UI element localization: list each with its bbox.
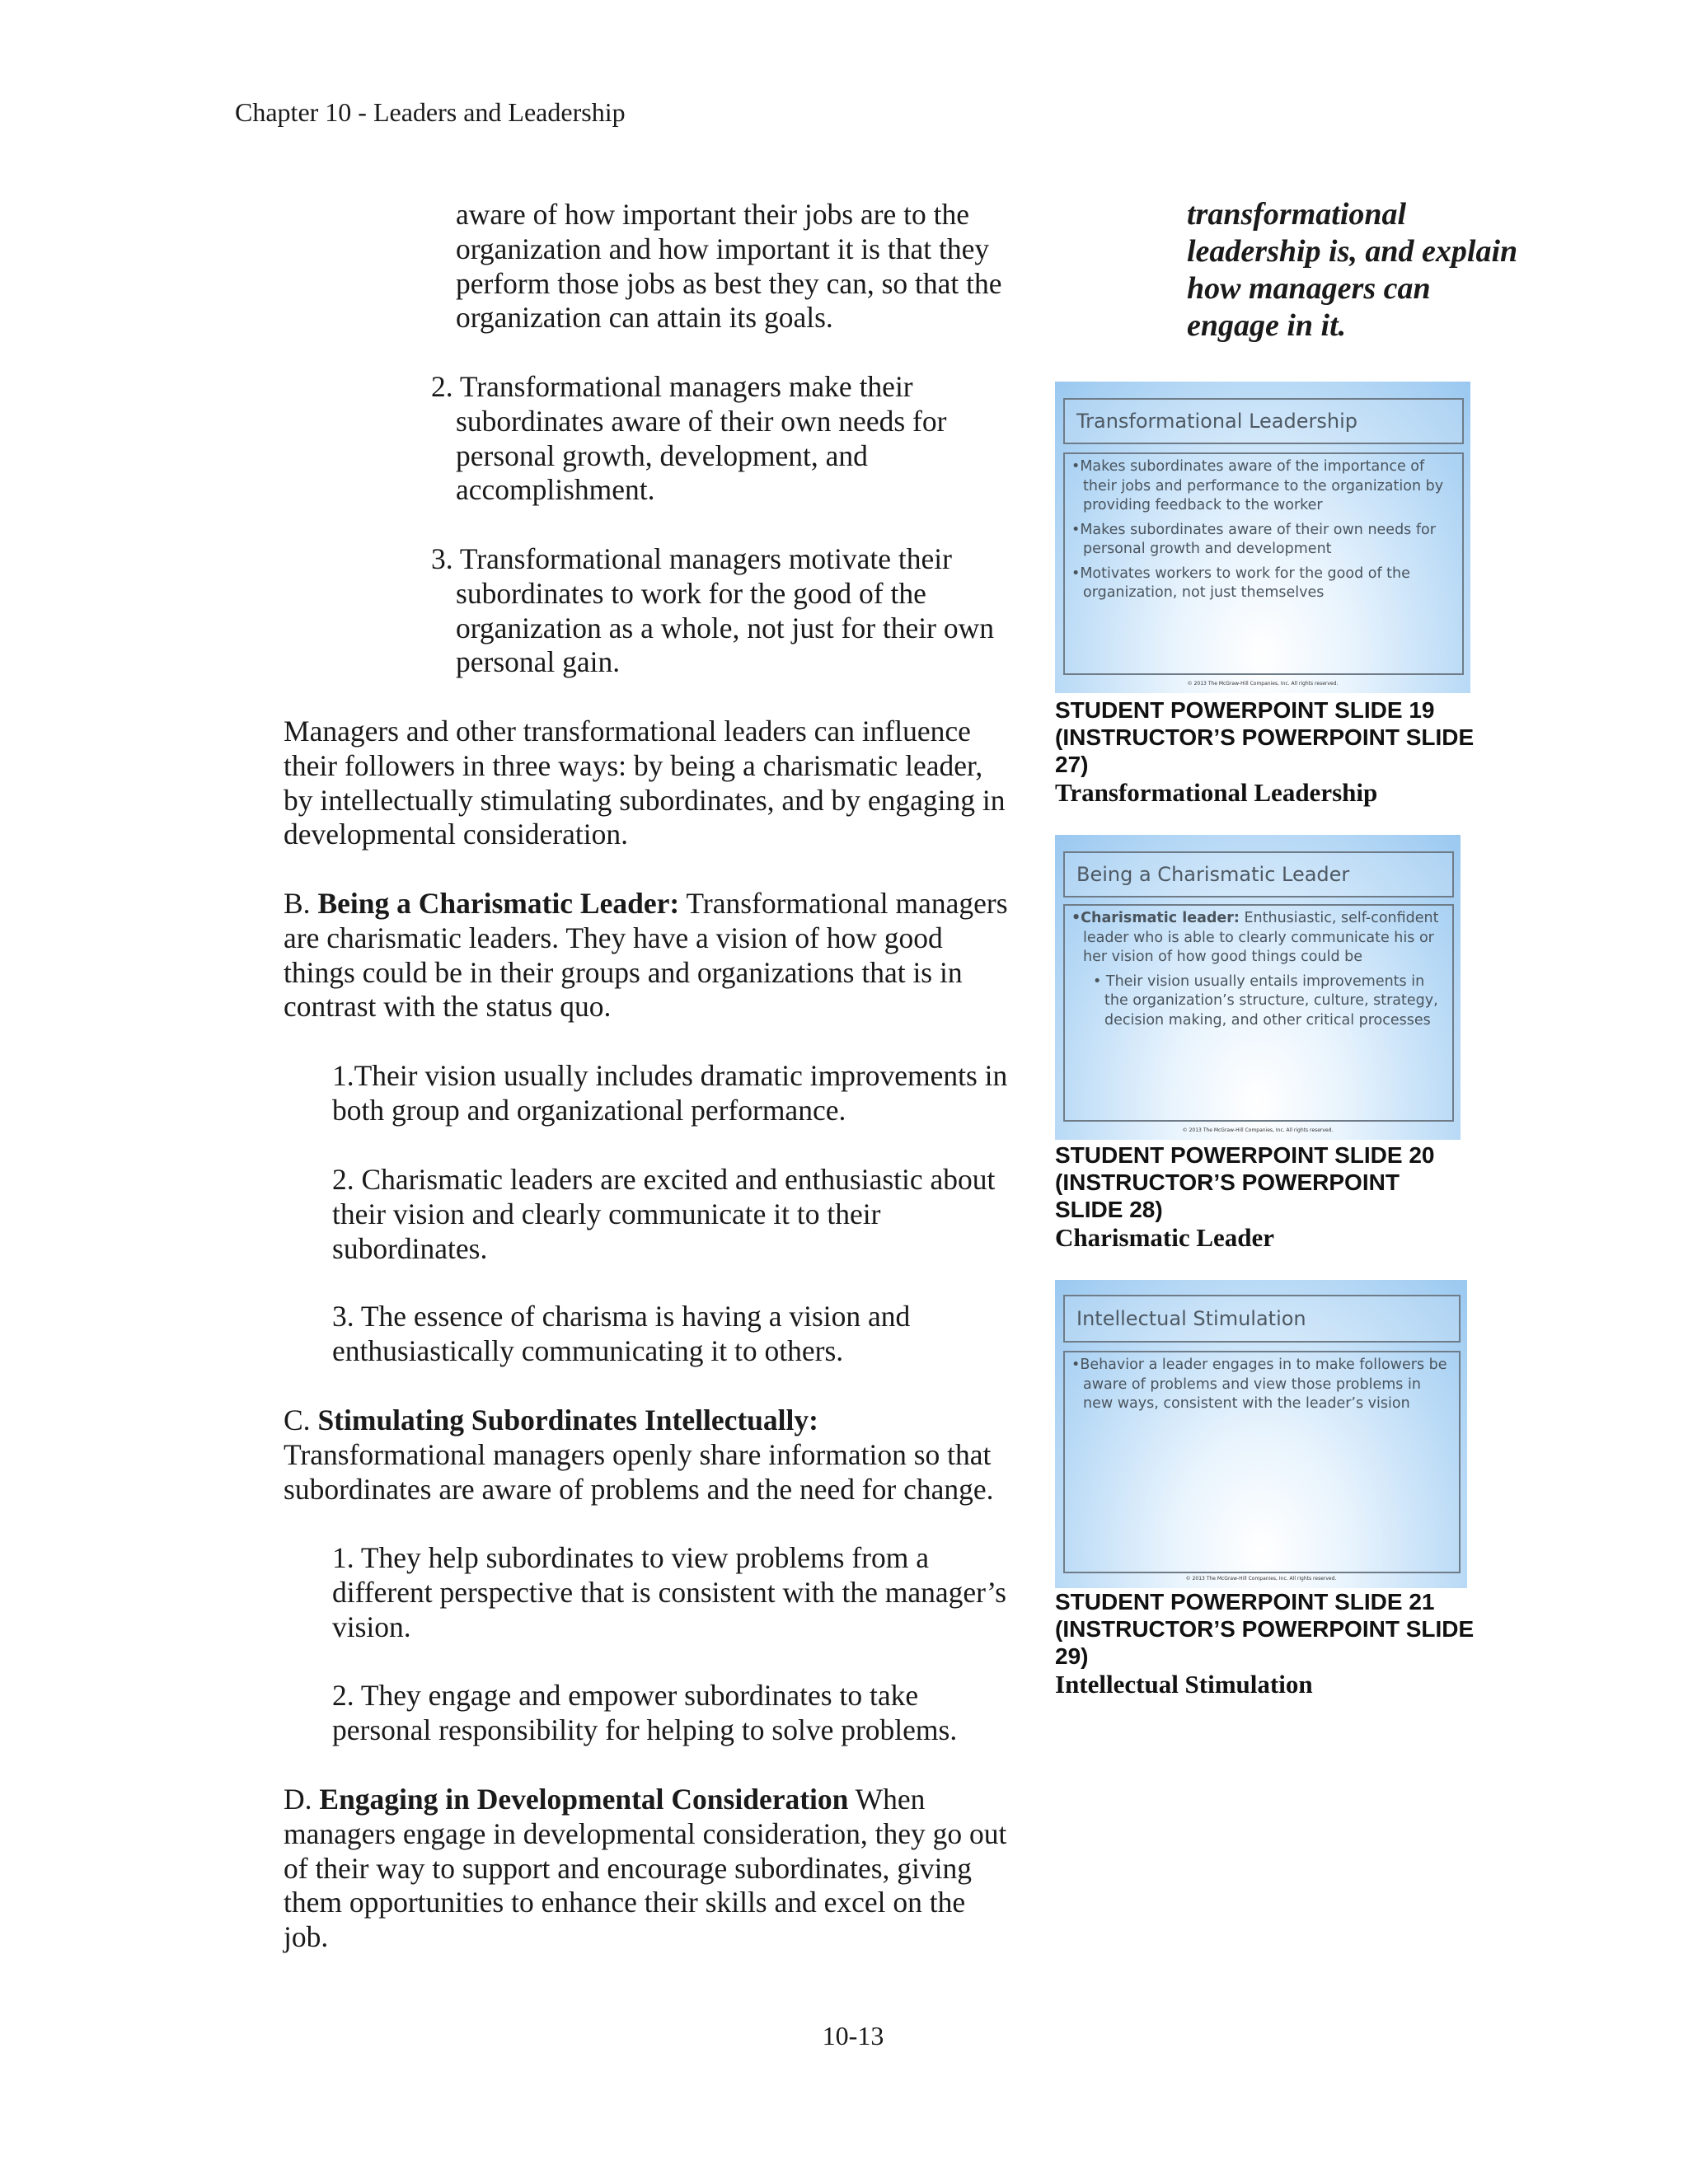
text-line: by intellectually stimulating subordinates, and by engaging in <box>284 783 1006 817</box>
section-prefix: D. <box>284 1783 320 1816</box>
text-line: When <box>848 1783 926 1816</box>
section-b-item-2 <box>332 1163 1033 1266</box>
slide-content <box>1063 452 1464 675</box>
slide-copyright: © 2013 The McGraw-Hill Companies, Inc. All rights reserved. <box>1185 1576 1337 1582</box>
slide-copyright: © 2013 The McGraw-Hill Companies, Inc. All rights reserved. <box>1187 681 1339 687</box>
section-b-item-3 <box>332 1300 1033 1369</box>
text-line: things could be in their groups and organizations that is in <box>284 955 963 989</box>
text-line: 1.Their vision usually includes dramatic improvements in <box>332 1059 1008 1092</box>
section-d-paragraph <box>284 1783 1029 1955</box>
section-prefix: C. <box>284 1404 318 1436</box>
text-line: them opportunities to enhance their skills and excel on the <box>284 1886 966 1919</box>
text-line: leadership is, and explain <box>1187 234 1518 269</box>
section-c-item-2 <box>332 1679 1033 1748</box>
text-line: are charismatic leaders. They have a vision of how good <box>284 921 943 954</box>
slide-content <box>1063 1351 1461 1573</box>
caption-line: (INSTRUCTOR’S POWERPOINT SLIDE <box>1055 1616 1475 1642</box>
caption-line: 29) <box>1055 1643 1089 1669</box>
caption-line: (INSTRUCTOR’S POWERPOINT SLIDE <box>1055 724 1475 750</box>
text-line: 3. Transformational managers motivate their <box>431 542 952 575</box>
section-heading: Stimulating Subordinates Intellectually: <box>317 1404 818 1436</box>
text-line: accomplishment. <box>456 473 655 507</box>
text-line: 2. Transformational managers make their <box>431 370 913 403</box>
text-line: developmental consideration. <box>284 818 628 851</box>
text-line: organization can attain its goals. <box>456 301 833 335</box>
text-line: Transformational managers <box>679 887 1008 920</box>
caption-line: STUDENT POWERPOINT SLIDE 20 <box>1055 1142 1435 1168</box>
slide-bullet: •Motivates workers to work for the good of the organization, not just themselves <box>1071 565 1410 601</box>
section-c-item-1 <box>332 1541 1033 1644</box>
caption-title: Transformational Leadership <box>1055 778 1378 807</box>
text-line: subordinates are aware of problems and the need for change. <box>284 1472 994 1506</box>
slide-copyright: © 2013 The McGraw-Hill Companies, Inc. All rights reserved. <box>1182 1127 1334 1133</box>
slide-thumbnail <box>1055 835 1461 1140</box>
text-line: 3. The essence of charisma is having a vision and <box>332 1300 911 1333</box>
caption-line: 27) <box>1055 752 1089 777</box>
text-line: their followers in three ways: by being a charismatic leader, <box>284 748 983 782</box>
list-item-3 <box>431 542 1033 680</box>
text-line: personal responsibility for helping to solve problems. <box>332 1713 958 1746</box>
section-heading: Being a Charismatic Leader: <box>317 887 680 920</box>
text-line: aware of how important their jobs are to the <box>456 198 970 231</box>
text-line: vision. <box>332 1610 411 1643</box>
caption-line: STUDENT POWERPOINT SLIDE 21 <box>1055 1589 1435 1615</box>
slide-caption <box>1055 696 1550 808</box>
slide-caption <box>1055 1141 1550 1253</box>
bullet-label: •Charismatic leader: <box>1071 910 1240 926</box>
text-line: personal growth, development, and <box>456 438 868 472</box>
slide-thumbnail <box>1055 382 1470 693</box>
text-line: of their way to support and encourage subordinates, giving <box>284 1851 973 1885</box>
text-line: 2. Charismatic leaders are excited and enthusiastic about <box>332 1163 996 1196</box>
slide-title: Intellectual Stimulation <box>1063 1295 1461 1343</box>
text-line: subordinates aware of their own needs for <box>456 404 947 438</box>
section-heading: Engaging in Developmental Consideration <box>319 1783 849 1816</box>
text-line: personal gain. <box>456 645 621 679</box>
text-line: different perspective that is consistent with the manager’s <box>332 1575 1006 1609</box>
caption-line: SLIDE 28) <box>1055 1197 1163 1222</box>
text-line: organization as a whole, not just for their own <box>456 611 994 644</box>
text-line: Transformational managers openly share information so that <box>284 1437 992 1471</box>
text-line: subordinates. <box>332 1231 488 1265</box>
section-prefix: B. <box>284 887 318 920</box>
text-line: their vision and clearly communicate it to their <box>332 1197 881 1230</box>
slide-bullet: •Makes subordinates aware of their own needs for personal growth and development <box>1071 521 1436 557</box>
text-line: job. <box>284 1920 329 1954</box>
caption-line: STUDENT POWERPOINT SLIDE 19 <box>1055 697 1435 723</box>
text-line: enthusiastically communicating it to others. <box>332 1333 844 1367</box>
slide-caption <box>1055 1588 1550 1699</box>
slide-bullet: •Makes subordinates aware of the importance of their jobs and performance to the organization by providing feedback to the worker <box>1071 458 1444 513</box>
text-line: transformational <box>1187 197 1407 232</box>
section-b-item-1 <box>332 1059 1033 1128</box>
text-line: 1. They help subordinates to view problems from a <box>332 1541 929 1574</box>
text-line: engage in it. <box>1187 308 1347 343</box>
page-number: 10-13 <box>822 2021 884 2050</box>
text-line: contrast with the status quo. <box>284 990 612 1024</box>
intro-paragraph <box>284 715 1029 852</box>
text-line: Managers and other transformational leaders can influence <box>284 715 971 748</box>
text-line: organization and how important it is that they <box>456 232 990 265</box>
text-line: managers engage in developmental consideration, they go out <box>284 1816 1007 1850</box>
list-item-1-continuation <box>456 198 1033 335</box>
slide-thumbnail <box>1055 1280 1467 1588</box>
slide-bullet: •Behavior a leader engages in to make followers be aware of problems and view those problems in new ways, consistent with the leader’s vision <box>1071 1357 1447 1412</box>
slide-sub-bullet: • Their vision usually entails improvements in the organization’s structure, culture, strategy, decision making, and other critical processes <box>1093 972 1438 1029</box>
text-line: perform those jobs as best they can, so that the <box>456 266 1002 300</box>
section-b-paragraph <box>284 887 1029 1024</box>
text-line: both group and organizational performance. <box>332 1093 846 1127</box>
bullet-text: Enthusiastic, self-confident leader who is able to clearly communicate his or her vision of how good things could be <box>1083 910 1439 965</box>
learning-objective <box>1187 196 1574 344</box>
text-line: 2. They engage and empower subordinates to take <box>332 1679 919 1712</box>
list-item-2 <box>431 370 1033 508</box>
chapter-header: Chapter 10 - Leaders and Leadership <box>235 97 626 127</box>
slide-title: Being a Charismatic Leader <box>1063 851 1454 898</box>
caption-title: Charismatic Leader <box>1055 1223 1275 1252</box>
slide-title: Transformational Leadership <box>1063 398 1464 444</box>
caption-line: (INSTRUCTOR’S POWERPOINT <box>1055 1169 1400 1195</box>
slide-content <box>1063 904 1454 1122</box>
text-line: subordinates to work for the good of the <box>456 576 926 610</box>
slide-bullet <box>1071 909 1446 968</box>
caption-title: Intellectual Stimulation <box>1055 1670 1313 1699</box>
section-c-paragraph <box>284 1404 1029 1507</box>
text-line: how managers can <box>1187 271 1431 306</box>
